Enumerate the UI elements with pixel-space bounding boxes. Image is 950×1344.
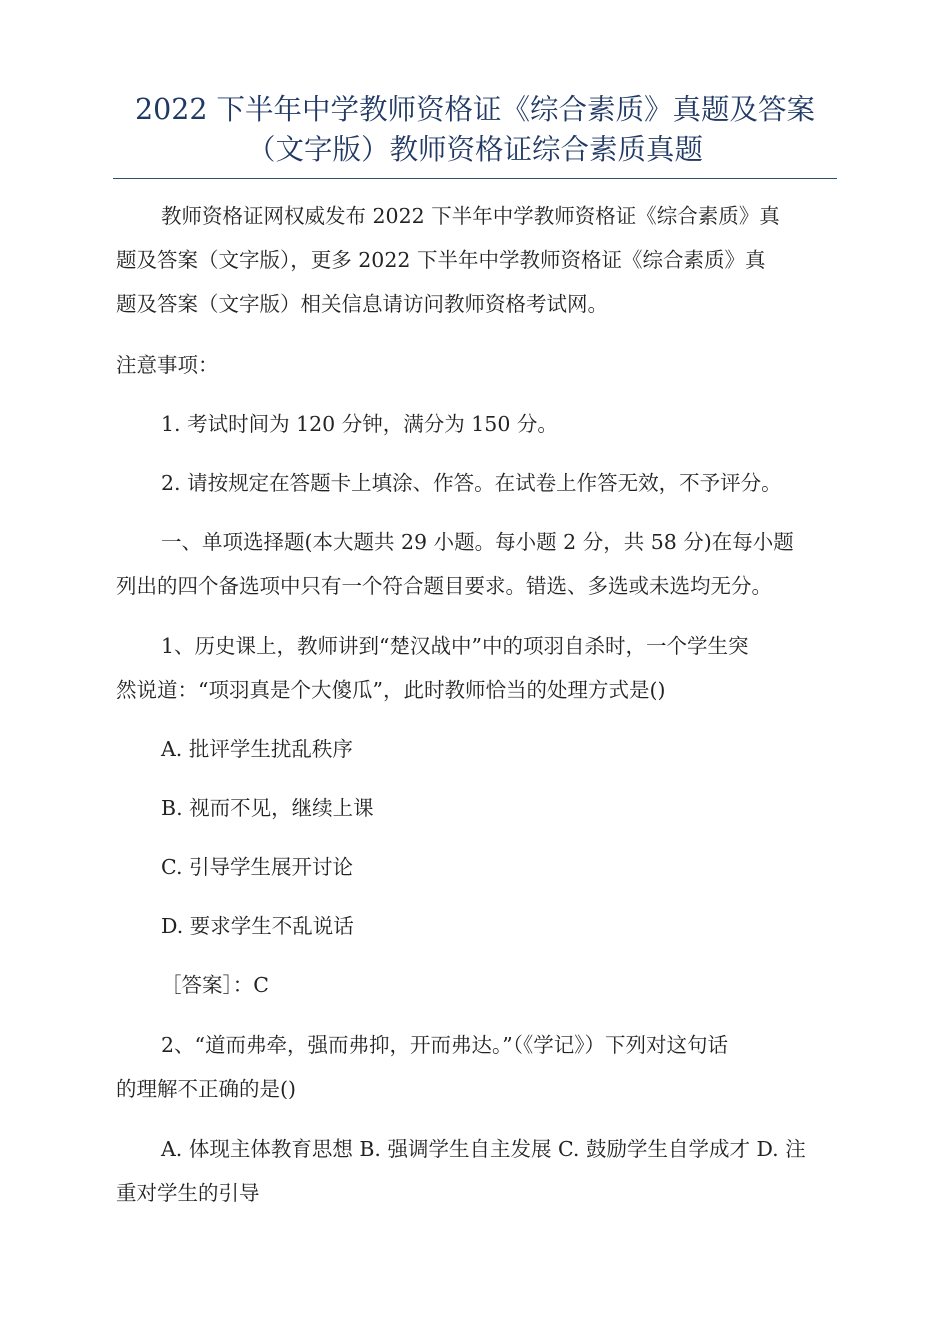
section-heading-line-1: 一、单项选择题(本大题共 29 小题。每小题 2 分，共 58 分)在每小题	[161, 530, 794, 554]
question-1-answer: ［答案］：C	[161, 973, 269, 997]
question-1-line-2: 然说道：“项羽真是个大傻瓜”，此时教师恰当的处理方式是()	[116, 678, 666, 702]
question-1-option-b: B. 视而不见，继续上课	[161, 796, 374, 820]
question-2-options-line-2: 重对学生的引导	[116, 1181, 260, 1205]
question-2-options-line-1: A. 体现主体教育思想 B. 强调学生自主发展 C. 鼓励学生自学成才 D. 注	[161, 1137, 806, 1161]
intro-line-2: 题及答案（文字版），更多 2022 下半年中学教师资格证《综合素质》真	[116, 248, 766, 272]
document-title-line-1: 2022 下半年中学教师资格证《综合素质》真题及答案	[134, 93, 816, 126]
question-1-option-a: A. 批评学生扰乱秩序	[161, 737, 353, 761]
question-1-option-d: D. 要求学生不乱说话	[161, 914, 354, 938]
notice-item-2: 2. 请按规定在答题卡上填涂、作答。在试卷上作答无效，不予评分。	[161, 471, 782, 495]
notice-item-1: 1. 考试时间为 120 分钟，满分为 150 分。	[161, 412, 558, 436]
notice-heading: 注意事项：	[116, 353, 219, 377]
document-title-line-2: （文字版）教师资格证综合素质真题	[246, 133, 703, 166]
title-divider	[113, 178, 837, 179]
section-heading-line-2: 列出的四个备选项中只有一个符合题目要求。错选、多选或未选均无分。	[116, 574, 772, 598]
question-2-line-2: 的理解不正确的是()	[116, 1077, 296, 1101]
question-1-line-1: 1、历史课上，教师讲到“楚汉战中”中的项羽自杀时，一个学生突	[161, 634, 749, 658]
intro-line-3: 题及答案（文字版）相关信息请访问教师资格考试网。	[116, 292, 608, 316]
question-1-option-c: C. 引导学生展开讨论	[161, 855, 353, 879]
question-2-line-1: 2、“道而弗牵，强而弗抑，开而弗达。”（《学记》）下列对这句话	[161, 1033, 729, 1057]
intro-line-1: 教师资格证网权威发布 2022 下半年中学教师资格证《综合素质》真	[161, 204, 780, 228]
